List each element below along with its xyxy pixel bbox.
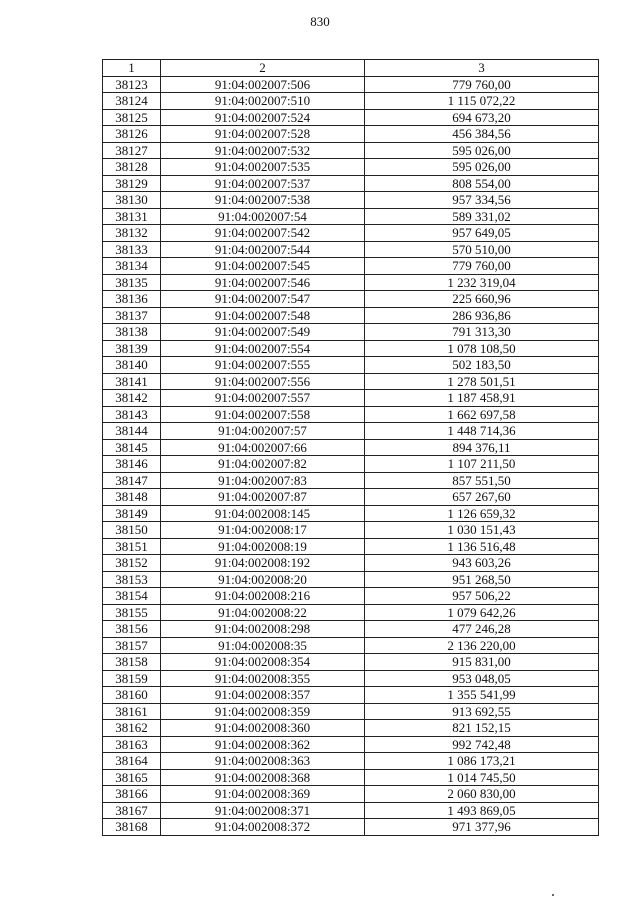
row-number-cell: 38156 [103, 621, 161, 638]
value-cell: 957 649,05 [365, 225, 599, 242]
value-cell: 502 183,50 [365, 357, 599, 374]
row-number-cell: 38165 [103, 769, 161, 786]
row-number-cell: 38164 [103, 753, 161, 770]
value-cell: 1 187 458,91 [365, 390, 599, 407]
cadastral-number-cell: 91:04:002008:22 [161, 604, 365, 621]
table-row [103, 109, 599, 126]
row-number-cell: 38147 [103, 472, 161, 489]
cadastral-number-cell: 91:04:002007:66 [161, 439, 365, 456]
cadastral-number-cell: 91:04:002007:546 [161, 274, 365, 291]
row-number-cell: 38158 [103, 654, 161, 671]
table-row [103, 142, 599, 159]
cadastral-number-cell: 91:04:002007:549 [161, 324, 365, 341]
value-cell: 779 760,00 [365, 76, 599, 93]
value-cell: 821 152,15 [365, 720, 599, 737]
value-cell: 915 831,00 [365, 654, 599, 671]
row-number-cell: 38153 [103, 571, 161, 588]
table-row [103, 258, 599, 275]
cadastral-number-cell: 91:04:002007:547 [161, 291, 365, 308]
value-cell: 808 554,00 [365, 175, 599, 192]
cadastral-number-cell: 91:04:002008:192 [161, 555, 365, 572]
table-row [103, 802, 599, 819]
row-number-cell: 38134 [103, 258, 161, 275]
header-cell-3: 3 [365, 60, 599, 77]
row-number-cell: 38137 [103, 307, 161, 324]
table-row [103, 621, 599, 638]
cadastral-number-cell: 91:04:002008:298 [161, 621, 365, 638]
row-number-cell: 38126 [103, 126, 161, 143]
row-number-cell: 38135 [103, 274, 161, 291]
cadastral-number-cell: 91:04:002008:368 [161, 769, 365, 786]
value-cell: 791 313,30 [365, 324, 599, 341]
table-row [103, 340, 599, 357]
header-cell-2: 2 [161, 60, 365, 77]
row-number-cell: 38149 [103, 505, 161, 522]
cadastral-number-cell: 91:04:002008:362 [161, 736, 365, 753]
table-row [103, 274, 599, 291]
value-cell: 1 014 745,50 [365, 769, 599, 786]
value-cell: 2 136 220,00 [365, 637, 599, 654]
cadastral-number-cell: 91:04:002008:363 [161, 753, 365, 770]
row-number-cell: 38124 [103, 93, 161, 110]
table-row [103, 126, 599, 143]
value-cell: 1 662 697,58 [365, 406, 599, 423]
value-cell: 953 048,05 [365, 670, 599, 687]
table-row [103, 423, 599, 440]
value-cell: 857 551,50 [365, 472, 599, 489]
cadastral-number-cell: 91:04:002008:20 [161, 571, 365, 588]
cadastral-number-cell: 91:04:002008:371 [161, 802, 365, 819]
row-number-cell: 38151 [103, 538, 161, 555]
row-number-cell: 38159 [103, 670, 161, 687]
row-number-cell: 38130 [103, 192, 161, 209]
cadastral-number-cell: 91:04:002007:57 [161, 423, 365, 440]
table-row [103, 76, 599, 93]
cadastral-number-cell: 91:04:002007:542 [161, 225, 365, 242]
value-cell: 694 673,20 [365, 109, 599, 126]
table-row [103, 175, 599, 192]
value-cell: 589 331,02 [365, 208, 599, 225]
cadastral-number-cell: 91:04:002007:557 [161, 390, 365, 407]
row-number-cell: 38145 [103, 439, 161, 456]
cadastral-number-cell: 91:04:002007:87 [161, 489, 365, 506]
table-row [103, 786, 599, 803]
cadastral-number-cell: 91:04:002007:82 [161, 456, 365, 473]
value-cell: 894 376,11 [365, 439, 599, 456]
row-number-cell: 38161 [103, 703, 161, 720]
value-cell: 2 060 830,00 [365, 786, 599, 803]
table-row [103, 588, 599, 605]
row-number-cell: 38132 [103, 225, 161, 242]
value-cell: 570 510,00 [365, 241, 599, 258]
table-row [103, 159, 599, 176]
row-number-cell: 38166 [103, 786, 161, 803]
value-cell: 913 692,55 [365, 703, 599, 720]
value-cell: 957 334,56 [365, 192, 599, 209]
table-row [103, 769, 599, 786]
cadastral-number-cell: 91:04:002008:17 [161, 522, 365, 539]
table-row [103, 439, 599, 456]
table-row [103, 472, 599, 489]
row-number-cell: 38127 [103, 142, 161, 159]
table-row [103, 720, 599, 737]
cadastral-number-cell: 91:04:002008:19 [161, 538, 365, 555]
table-row [103, 489, 599, 506]
row-number-cell: 38142 [103, 390, 161, 407]
value-cell: 1 115 072,22 [365, 93, 599, 110]
cadastral-number-cell: 91:04:002007:528 [161, 126, 365, 143]
table-row [103, 654, 599, 671]
table-row [103, 571, 599, 588]
cadastral-number-cell: 91:04:002008:357 [161, 687, 365, 704]
cadastral-number-cell: 91:04:002008:35 [161, 637, 365, 654]
table-row [103, 819, 599, 836]
cadastral-number-cell: 91:04:002007:535 [161, 159, 365, 176]
row-number-cell: 38163 [103, 736, 161, 753]
value-cell: 1 448 714,36 [365, 423, 599, 440]
cadastral-number-cell: 91:04:002007:556 [161, 373, 365, 390]
cadastral-number-cell: 91:04:002007:544 [161, 241, 365, 258]
table-row [103, 390, 599, 407]
cadastral-number-cell: 91:04:002007:506 [161, 76, 365, 93]
value-cell: 456 384,56 [365, 126, 599, 143]
row-number-cell: 38141 [103, 373, 161, 390]
value-cell: 1 355 541,99 [365, 687, 599, 704]
registry-table [102, 59, 599, 836]
row-number-cell: 38131 [103, 208, 161, 225]
cadastral-number-cell: 91:04:002007:524 [161, 109, 365, 126]
value-cell: 1 030 151,43 [365, 522, 599, 539]
table-row [103, 736, 599, 753]
scan-mark [552, 894, 554, 896]
row-number-cell: 38123 [103, 76, 161, 93]
row-number-cell: 38144 [103, 423, 161, 440]
table-row [103, 456, 599, 473]
value-cell: 1 126 659,32 [365, 505, 599, 522]
row-number-cell: 38148 [103, 489, 161, 506]
cadastral-number-cell: 91:04:002008:355 [161, 670, 365, 687]
table-row [103, 291, 599, 308]
table-row [103, 703, 599, 720]
table-row [103, 670, 599, 687]
cadastral-number-cell: 91:04:002007:54 [161, 208, 365, 225]
value-cell: 779 760,00 [365, 258, 599, 275]
value-cell: 657 267,60 [365, 489, 599, 506]
table-row [103, 324, 599, 341]
value-cell: 1 278 501,51 [365, 373, 599, 390]
value-cell: 477 246,28 [365, 621, 599, 638]
value-cell: 1 493 869,05 [365, 802, 599, 819]
row-number-cell: 38129 [103, 175, 161, 192]
row-number-cell: 38146 [103, 456, 161, 473]
cadastral-number-cell: 91:04:002007:510 [161, 93, 365, 110]
value-cell: 943 603,26 [365, 555, 599, 572]
table-row [103, 538, 599, 555]
table-row [103, 637, 599, 654]
table-row [103, 225, 599, 242]
row-number-cell: 38143 [103, 406, 161, 423]
row-number-cell: 38157 [103, 637, 161, 654]
row-number-cell: 38133 [103, 241, 161, 258]
row-number-cell: 38154 [103, 588, 161, 605]
cadastral-number-cell: 91:04:002007:555 [161, 357, 365, 374]
cadastral-number-cell: 91:04:002008:360 [161, 720, 365, 737]
row-number-cell: 38140 [103, 357, 161, 374]
row-number-cell: 38152 [103, 555, 161, 572]
cadastral-number-cell: 91:04:002008:145 [161, 505, 365, 522]
table-row [103, 505, 599, 522]
value-cell: 992 742,48 [365, 736, 599, 753]
row-number-cell: 38128 [103, 159, 161, 176]
table-row [103, 357, 599, 374]
value-cell: 1 078 108,50 [365, 340, 599, 357]
value-cell: 286 936,86 [365, 307, 599, 324]
cadastral-number-cell: 91:04:002008:354 [161, 654, 365, 671]
cadastral-number-cell: 91:04:002007:558 [161, 406, 365, 423]
row-number-cell: 38150 [103, 522, 161, 539]
table-row [103, 604, 599, 621]
row-number-cell: 38125 [103, 109, 161, 126]
table-row [103, 555, 599, 572]
cadastral-number-cell: 91:04:002008:359 [161, 703, 365, 720]
row-number-cell: 38138 [103, 324, 161, 341]
cadastral-number-cell: 91:04:002007:554 [161, 340, 365, 357]
value-cell: 1 107 211,50 [365, 456, 599, 473]
row-number-cell: 38160 [103, 687, 161, 704]
row-number-cell: 38155 [103, 604, 161, 621]
value-cell: 1 079 642,26 [365, 604, 599, 621]
value-cell: 225 660,96 [365, 291, 599, 308]
row-number-cell: 38168 [103, 819, 161, 836]
value-cell: 957 506,22 [365, 588, 599, 605]
value-cell: 971 377,96 [365, 819, 599, 836]
row-number-cell: 38139 [103, 340, 161, 357]
value-cell: 1 136 516,48 [365, 538, 599, 555]
table-row [103, 192, 599, 209]
row-number-cell: 38162 [103, 720, 161, 737]
table-row [103, 307, 599, 324]
value-cell: 595 026,00 [365, 142, 599, 159]
table-row [103, 208, 599, 225]
table-row [103, 753, 599, 770]
value-cell: 1 086 173,21 [365, 753, 599, 770]
table-body [103, 76, 599, 835]
cadastral-number-cell: 91:04:002007:537 [161, 175, 365, 192]
cadastral-number-cell: 91:04:002007:83 [161, 472, 365, 489]
table-row [103, 93, 599, 110]
cadastral-number-cell: 91:04:002007:548 [161, 307, 365, 324]
cadastral-number-cell: 91:04:002008:216 [161, 588, 365, 605]
row-number-cell: 38136 [103, 291, 161, 308]
cadastral-number-cell: 91:04:002007:532 [161, 142, 365, 159]
cadastral-number-cell: 91:04:002008:369 [161, 786, 365, 803]
header-row [103, 60, 599, 77]
header-cell-1: 1 [103, 60, 161, 77]
page-number: 830 [310, 14, 330, 29]
row-number-cell: 38167 [103, 802, 161, 819]
table-row [103, 687, 599, 704]
value-cell: 951 268,50 [365, 571, 599, 588]
value-cell: 595 026,00 [365, 159, 599, 176]
table-row [103, 406, 599, 423]
table-row [103, 373, 599, 390]
cadastral-number-cell: 91:04:002007:538 [161, 192, 365, 209]
table-row [103, 241, 599, 258]
cadastral-number-cell: 91:04:002007:545 [161, 258, 365, 275]
value-cell: 1 232 319,04 [365, 274, 599, 291]
table-row [103, 522, 599, 539]
cadastral-number-cell: 91:04:002008:372 [161, 819, 365, 836]
